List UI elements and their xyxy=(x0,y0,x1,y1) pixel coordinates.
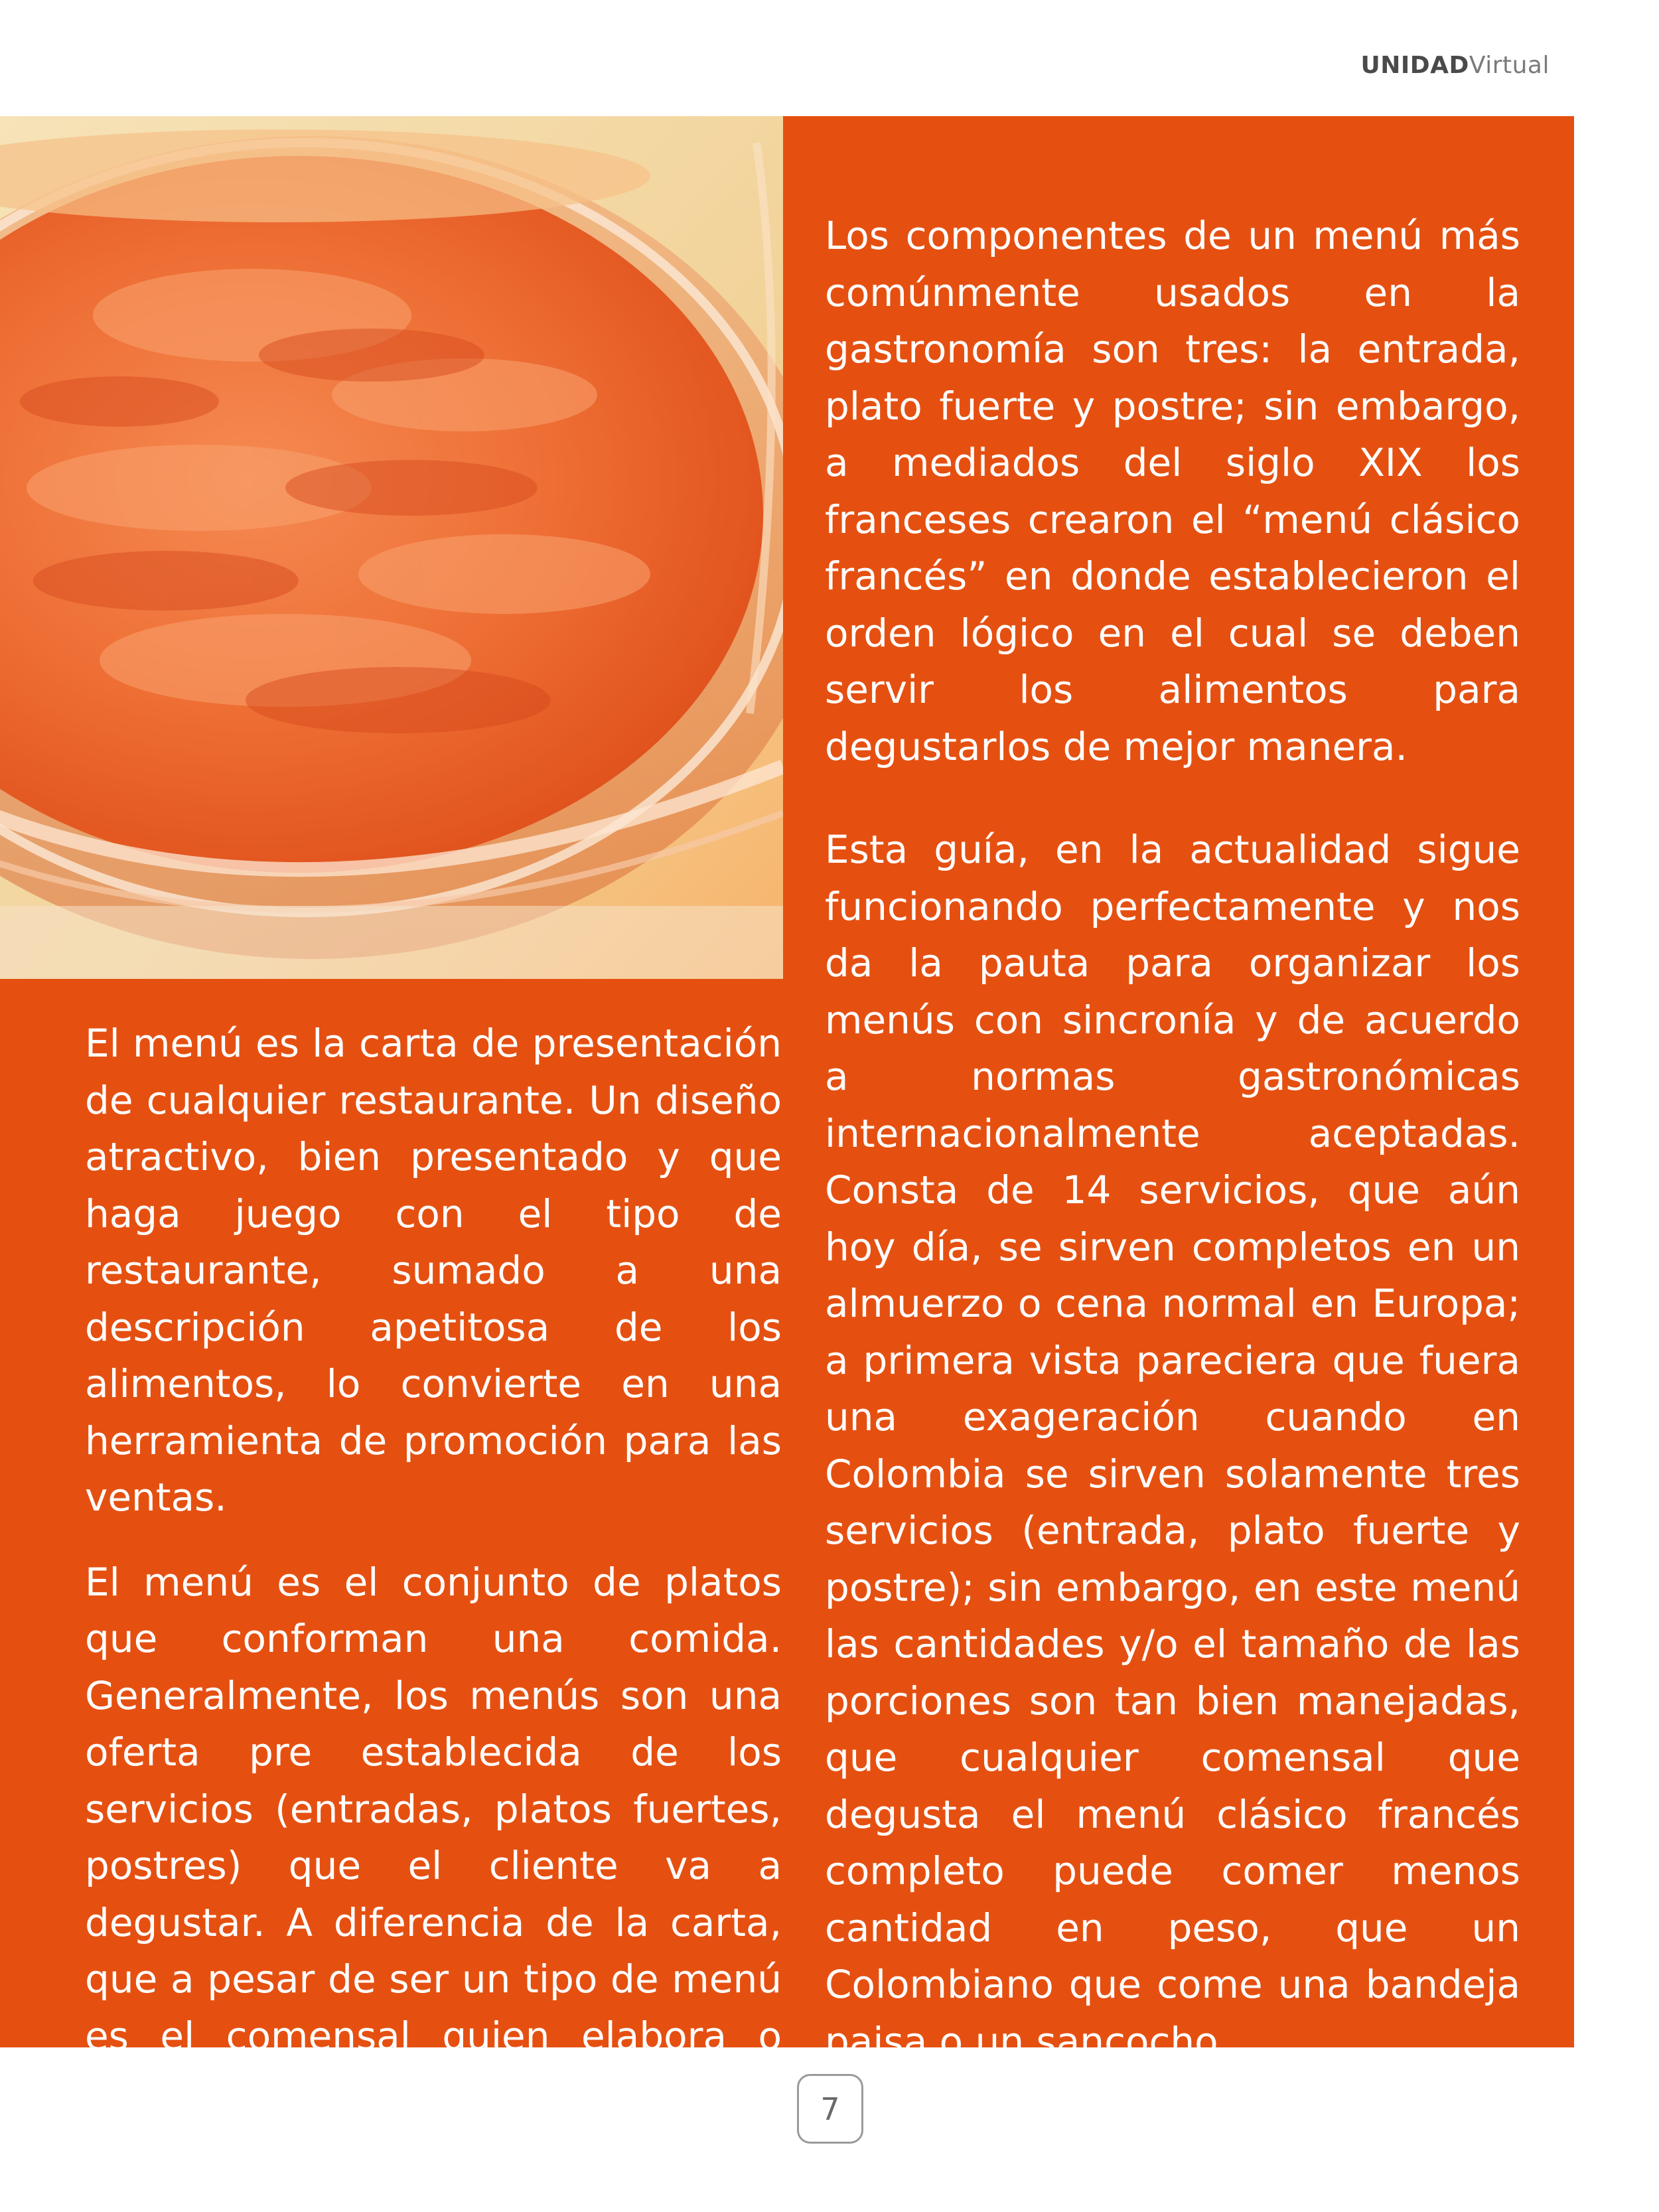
paragraph: Esta guía, en la actualidad sigue funcionando perfectamente y nos da la pauta para organizar los menús con sincronía y de acuerdo a normas gastronómicas internacionalmente aceptadas. Consta de 14 servicios, que aún hoy día, se sirven completos en un almuerzo o cena normal en Europa; a primera vista pareciera que fuera una exageración cuando en Colombia se sirven solamente tres servicios (entrada, plato fuerte y postre); sin embargo, en este menú las cantidades y/o el tamaño de las porciones son tan bien manejadas, que cualquier comensal que degusta el menú clásico francés completo puede comer menos cantidad en peso, que un Colombiano que come una bandeja paisa o un sancocho. xyxy=(825,827,1520,2064)
paragraph: Los componentes de un menú más comúnmente usados en la gastronomía son tres: la entrada, plato fuerte y postre; sin embargo, a mediados del siglo XIX los franceses crearon el “menú clásico francés” en donde establecieron el orden lógico en el cual se deben servir los alimentos para degustarlos de mejor manera. xyxy=(825,213,1520,769)
paragraph: El menú es el conjunto de platos que conforman una comida. Generalmente, los menús son una oferta pre establecida de los servicios (entradas, platos fuertes, postres) que el cliente va a degustar. A diferencia de la carta, que a pesar de ser un tipo de menú es el comensal quien elabora o diseña su ingesta. xyxy=(85,1559,782,2115)
left-text-column xyxy=(85,1015,782,2122)
brand-logo-light: Virtual xyxy=(1469,52,1550,79)
brand-logo xyxy=(1360,52,1550,79)
page-number: 7 xyxy=(797,2074,863,2144)
sauce-bowl-photo xyxy=(0,116,783,979)
right-text-column xyxy=(825,208,1520,2070)
brand-logo-bold: UNIDAD xyxy=(1360,52,1469,79)
paragraph: El menú es la carta de presentación de cualquier restaurante. Un diseño atractivo, bien presentado y que haga juego con el tipo de restaurante, sumado a una descripción apetitosa de los alimentos, lo convierte en una herramienta de promoción para las ventas. xyxy=(85,1021,782,1520)
